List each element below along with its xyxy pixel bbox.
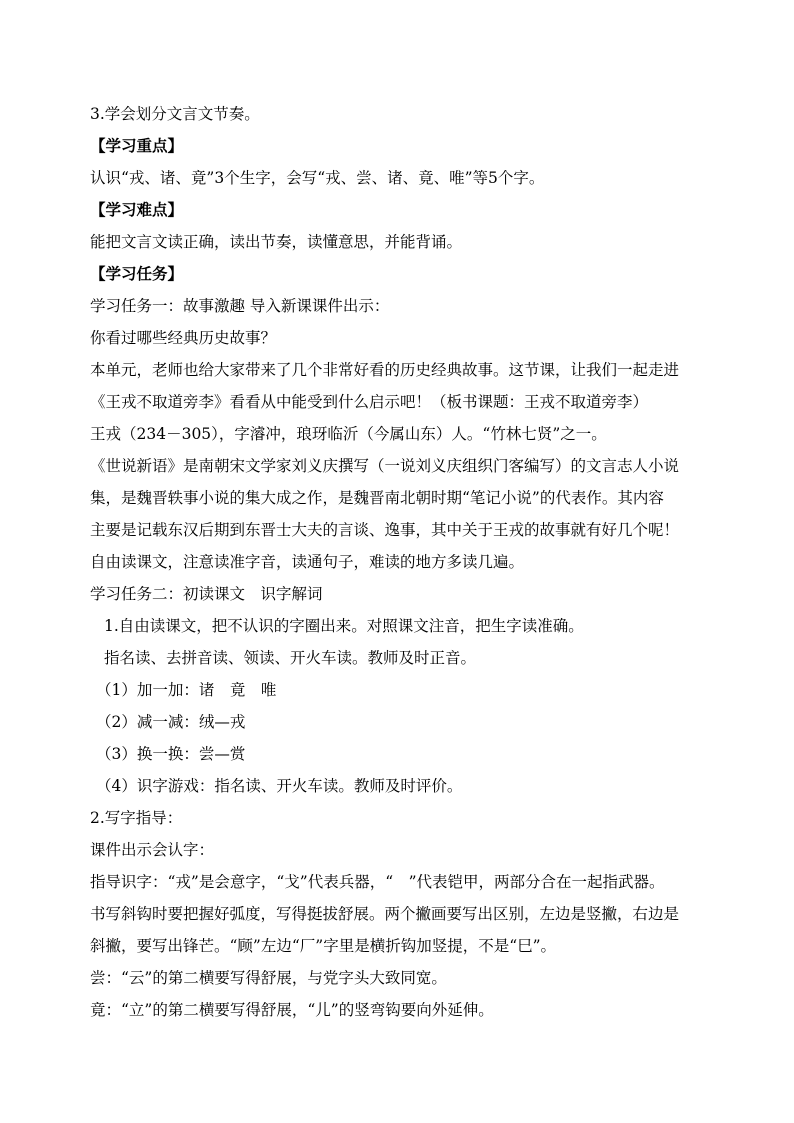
- list-item: 1.自由读课文，把不认识的字圈出来。对照课文注音，把生字读准确。: [104, 617, 584, 635]
- list-item: （1）加一加：诸 竟 唯: [96, 681, 277, 699]
- paragraph-line: 尝：“云”的第二横要写得舒展，与党字头大致同宽。: [90, 969, 447, 987]
- key-points-text: 认识“戎、诸、竟”3个生字，会写“戎、尝、诸、竟、唯”等5个字。: [90, 169, 545, 187]
- paragraph-line: 《王戎不取道旁李》看看从中能受到什么启示吧！（板书课题：王戎不取道旁李）: [90, 393, 649, 411]
- writing-guide-title: 2.写字指导：: [90, 809, 183, 827]
- list-item: （4）识字游戏：指名读、开火车读。教师及时评价。: [96, 777, 463, 795]
- paragraph-line: 斜撇，要写出锋芒。“顾”左边“厂”字里是横折钩加竖提，不是“巳”。: [90, 937, 557, 955]
- section-heading-tasks: 【学习任务】: [90, 264, 184, 283]
- task-one-title: 学习任务一：故事激趣 导入新课课件出示：: [90, 297, 390, 315]
- objective-line: 3.学会划分文言文节奏。: [90, 105, 260, 123]
- paragraph-line: 自由读课文，注意读准字音，读通句子，难读的地方多读几遍。: [90, 553, 525, 571]
- list-item: （3）换一换：尝—赏: [96, 745, 246, 763]
- task-two-title: 学习任务二：初读课文 识字解词: [90, 585, 323, 603]
- paragraph-line: 主要是记载东汉后期到东晋士大夫的言谈、逸事，其中关于王戎的故事就有好几个呢！: [90, 521, 680, 539]
- paragraph-line: 指导识字：“戎”是会意字，“戈”代表兵器，“ ”代表铠甲，两部分合在一起指武器。: [90, 873, 665, 891]
- section-heading-difficulties: 【学习难点】: [90, 200, 184, 219]
- paragraph-line: 你看过哪些经典历史故事？: [90, 329, 277, 347]
- document-body: [90, 98, 720, 1026]
- paragraph-line: 本单元，老师也给大家带来了几个非常好看的历史经典故事。这节课，让我们一起走进: [90, 361, 680, 379]
- paragraph-line: 书写斜钩时要把握好弧度，写得挺拔舒展。两个撇画要写出区别，左边是竖撇，右边是: [90, 905, 680, 923]
- paragraph-line: 王戎（234－305），字濬冲，琅玡临沂（今属山东）人。“竹林七贤”之一。: [90, 425, 607, 443]
- section-heading-key-points: 【学习重点】: [90, 136, 184, 155]
- paragraph-line: 集，是魏晋轶事小说的集大成之作，是魏晋南北朝时期“笔记小说”的代表作。其内容: [90, 489, 664, 507]
- paragraph-line: 课件出示会认字：: [90, 841, 215, 859]
- paragraph-line: 竟：“立”的第二横要写得舒展，“儿”的竖弯钩要向外延伸。: [90, 1001, 494, 1019]
- list-item: （2）减一减：绒—戎: [96, 713, 246, 731]
- difficulties-text: 能把文言文读正确，读出节奏，读懂意思，并能背诵。: [90, 233, 463, 251]
- list-item: 指名读、去拼音读、领读、开火车读。教师及时正音。: [104, 649, 477, 667]
- paragraph-line: 《世说新语》是南朝宋文学家刘义庆撰写（一说刘义庆组织门客编写）的文言志人小说: [90, 457, 680, 475]
